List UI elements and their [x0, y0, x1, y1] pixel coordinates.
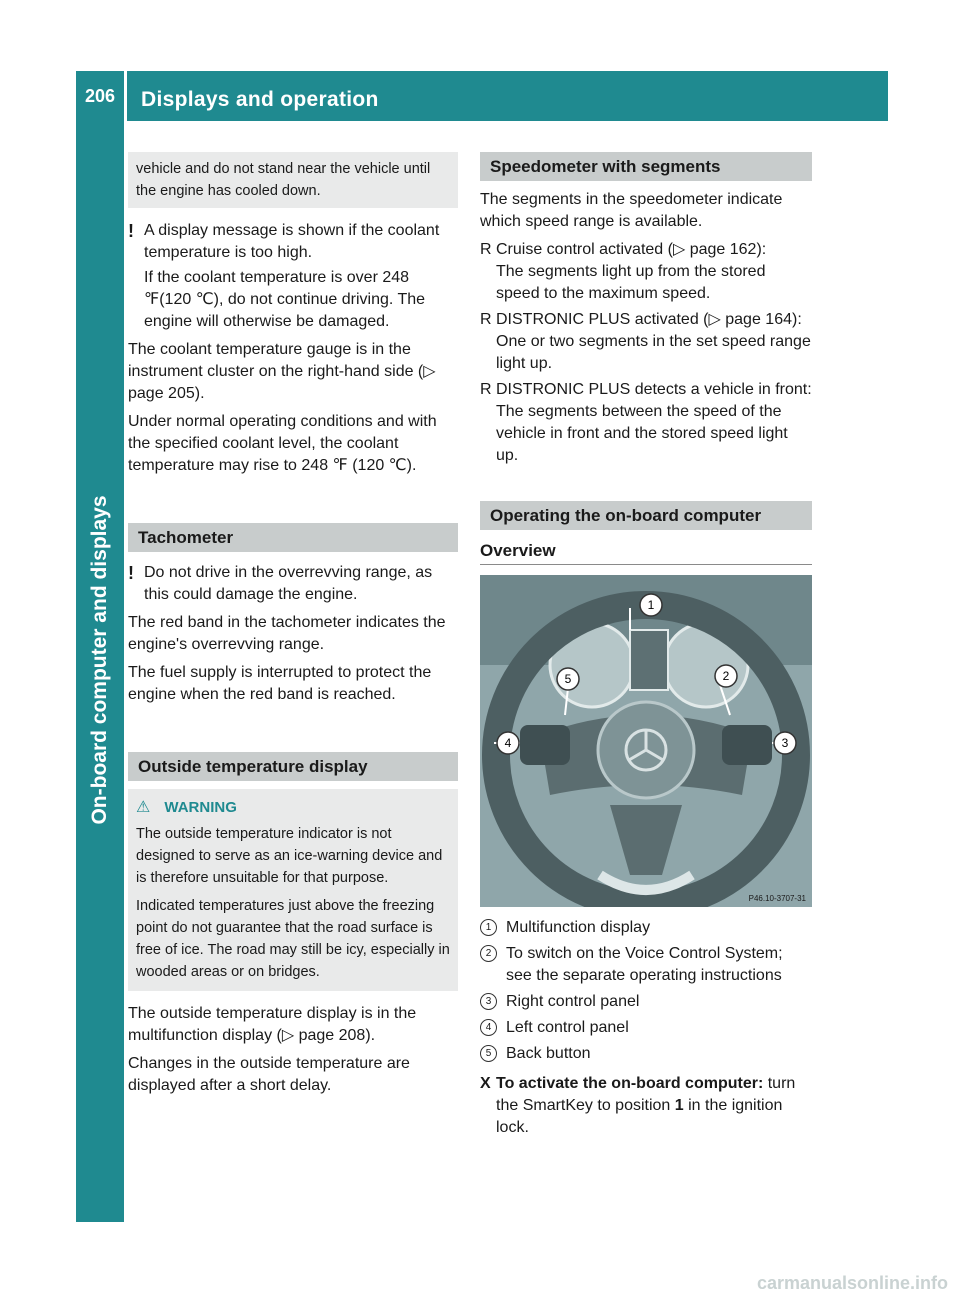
legend-text: Left control panel — [506, 1019, 629, 1036]
bullet-icon: R — [480, 311, 492, 328]
action-step — [480, 1073, 812, 1139]
legend-item — [480, 917, 812, 939]
note-text: Do not drive in the overrevving range, as this could damage the engine. — [144, 564, 433, 603]
paragraph: Changes in the outside temperature are displayed after a short delay. — [128, 1055, 410, 1094]
warning-box — [128, 789, 458, 991]
warning-icon: ⚠ — [136, 799, 151, 816]
paragraph: The red band in the tachometer indicates the engine's overrevving range. — [128, 614, 446, 653]
callout-number: 5 — [480, 1045, 497, 1062]
side-tab-title: On-board computer and displays — [88, 495, 111, 825]
legend-item — [480, 1017, 812, 1039]
legend-item — [480, 943, 812, 987]
photo-caption: P46.10-3707-31 — [748, 894, 806, 903]
page-number: 206 — [76, 71, 124, 121]
section-heading-outside-temp: Outside temperature display — [128, 752, 458, 781]
watermark: carmanualsonline.info — [756, 1273, 948, 1293]
legend-text: Back button — [506, 1045, 591, 1062]
warning-title: WARNING — [164, 799, 237, 816]
subheading-overview: Overview — [480, 540, 812, 565]
note-mark-icon: ! — [128, 221, 134, 241]
callout-number: 2 — [480, 945, 497, 962]
callout-number: 4 — [480, 1019, 497, 1036]
legend-item — [480, 1043, 812, 1065]
bullet-icon: R — [480, 241, 492, 258]
section-heading-tachometer: Tachometer — [128, 523, 458, 552]
callout-2: 2 — [722, 669, 730, 683]
bullet-sub: The segments between the speed of the vehicle in front and the stored speed light up. — [496, 403, 788, 464]
callout-3: 3 — [781, 736, 789, 750]
bullet-line: DISTRONIC PLUS activated (▷ page 164): — [496, 311, 802, 328]
steering-wheel-photo — [480, 575, 812, 907]
callout-number: 3 — [480, 993, 497, 1010]
bullet-line: Cruise control activated (▷ page 162): — [496, 241, 767, 258]
warning-text: Indicated temperatures just above the freezing point do not guarantee that the road surface is free of ice. The road may still be icy, especially in wooded areas or on bridges. — [136, 898, 450, 980]
paragraph: The segments in the speedometer indicate which speed range is available. — [480, 191, 783, 230]
page-title: Displays and operation — [141, 88, 379, 111]
bullet-icon: R — [480, 381, 492, 398]
left-column — [128, 152, 458, 1103]
legend-text: Multifunction display — [506, 919, 651, 936]
callout-number: 1 — [480, 919, 497, 936]
note-mark-icon: ! — [128, 563, 134, 583]
callout-4: 4 — [504, 736, 512, 750]
coolant-note — [128, 220, 458, 333]
warning-text: The outside temperature indicator is not designed to serve as an ice-warning device and is therefore unsuitable for that purpose. — [136, 826, 443, 886]
note-text-2: If the coolant temperature is over 248 ℉(120 ℃), do not continue driving. The engine will otherwise be damaged. — [144, 269, 426, 330]
action-text-end: in the ignition lock. — [496, 1097, 783, 1136]
section-heading-speedometer: Speedometer with segments — [480, 152, 812, 181]
action-position: 1 — [674, 1097, 684, 1114]
paragraph: Under normal operating conditions and with the specified coolant level, the coolant temperature may rise to 248 ℉ (120 ℃). — [128, 413, 437, 474]
action-icon: X — [480, 1075, 491, 1092]
bullet-sub: One or two segments in the set speed range light up. — [496, 333, 811, 372]
callout-1: 1 — [647, 598, 655, 612]
legend-text: To switch on the Voice Control System; see the separate operating instructions — [506, 945, 783, 984]
bullet-line: DISTRONIC PLUS detects a vehicle in front: — [496, 381, 812, 398]
list-item — [480, 309, 812, 375]
legend-text: Right control panel — [506, 993, 640, 1010]
warning-continuation: vehicle and do not stand near the vehicle until the engine has cooled down. — [128, 152, 458, 208]
paragraph: The fuel supply is interrupted to protect the engine when the red band is reached. — [128, 664, 432, 703]
note-text: A display message is shown if the coolant temperature is too high. — [144, 222, 440, 261]
action-text: turn the SmartKey to position — [496, 1075, 796, 1114]
callout-5: 5 — [564, 672, 572, 686]
bullet-sub: The segments light up from the stored speed to the maximum speed. — [496, 263, 766, 302]
paragraph: The outside temperature display is in the multifunction display (▷ page 208). — [128, 1005, 417, 1044]
action-label: To activate the on-board computer: — [496, 1075, 764, 1092]
legend-item — [480, 991, 812, 1013]
tach-note — [128, 562, 458, 606]
list-item — [480, 239, 812, 305]
section-heading-on-board-computer: Operating the on-board computer — [480, 501, 812, 530]
list-item — [480, 379, 812, 467]
right-column — [480, 152, 812, 1139]
paragraph: The coolant temperature gauge is in the instrument cluster on the right-hand side (▷ page 205). — [128, 341, 436, 402]
